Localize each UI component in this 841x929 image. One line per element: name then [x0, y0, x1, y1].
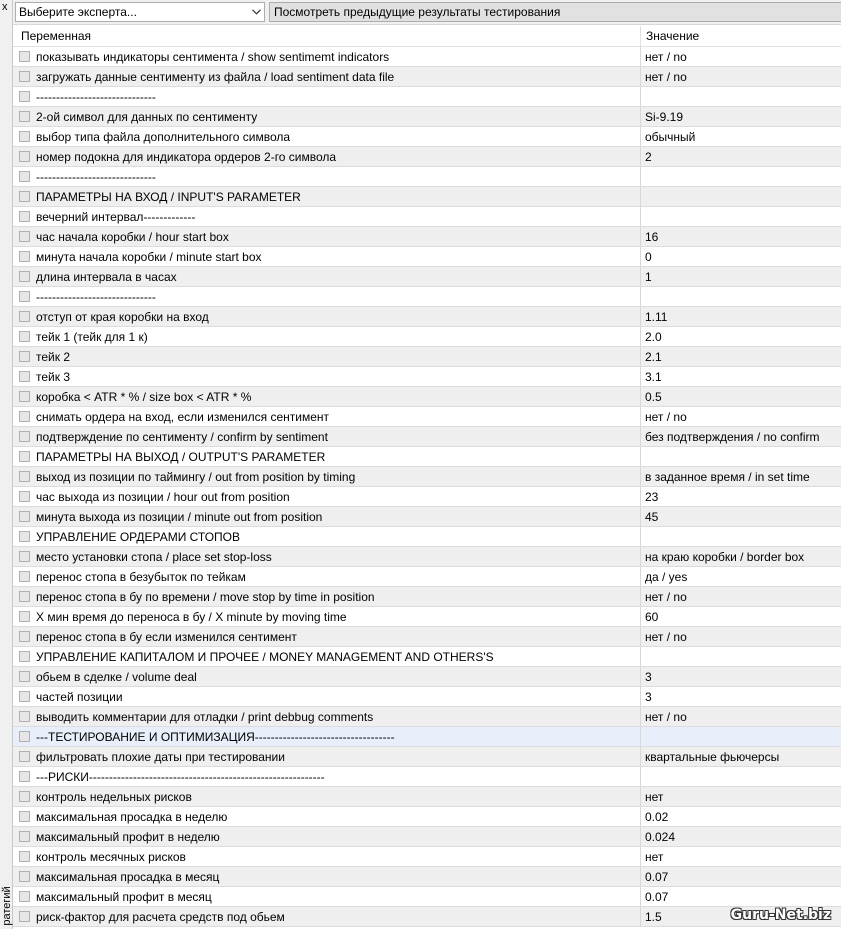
optimize-checkbox[interactable] — [19, 51, 30, 62]
variable-cell — [13, 467, 641, 486]
parameters-table — [13, 26, 841, 927]
optimize-checkbox[interactable] — [19, 611, 30, 622]
variable-name: тейк 3 — [36, 369, 70, 384]
variable-cell — [13, 267, 641, 286]
variable-name: 2-ой символ для данных по сентименту — [36, 109, 258, 124]
value-cell[interactable]: обычный — [645, 129, 696, 144]
value-cell[interactable] — [641, 207, 841, 226]
optimize-checkbox[interactable] — [19, 551, 30, 562]
variable-name: частей позиции — [36, 689, 123, 704]
expert-select-value: Выберите эксперта... — [19, 5, 137, 19]
expert-select[interactable] — [15, 2, 265, 22]
variable-name: УПРАВЛЕНИЕ КАПИТАЛОМ И ПРОЧЕЕ / MONEY MANAGEMENT AND OTHERS'S — [36, 649, 494, 664]
table-row[interactable] — [13, 327, 841, 347]
optimize-checkbox[interactable] — [19, 751, 30, 762]
table-row[interactable] — [13, 527, 841, 547]
optimize-checkbox[interactable] — [19, 231, 30, 242]
value-cell[interactable]: нет / no — [645, 589, 687, 604]
variable-cell — [13, 187, 641, 206]
table-row[interactable] — [13, 507, 841, 527]
optimize-checkbox[interactable] — [19, 571, 30, 582]
variable-cell — [13, 487, 641, 506]
optimize-checkbox[interactable] — [19, 651, 30, 662]
variable-name: отступ от края коробки на вход — [36, 309, 209, 324]
optimize-checkbox[interactable] — [19, 331, 30, 342]
value-cell[interactable]: 0.07 — [645, 889, 669, 904]
value-cell[interactable]: 3 — [645, 689, 652, 704]
value-cell[interactable] — [641, 287, 841, 306]
table-row[interactable] — [13, 567, 841, 587]
variable-cell — [13, 427, 641, 446]
value-cell[interactable]: на краю коробки / border box — [645, 549, 805, 564]
variable-cell — [13, 227, 641, 246]
table-row[interactable] — [13, 387, 841, 407]
table-row[interactable] — [13, 647, 841, 667]
variable-name: тейк 1 (тейк для 1 к) — [36, 329, 148, 344]
optimize-checkbox[interactable] — [19, 871, 30, 882]
variable-name: перенос стопа в бу по времени / move stop by time in position — [36, 589, 375, 604]
variable-name: ------------------------------ — [36, 89, 156, 104]
variable-cell — [13, 47, 641, 66]
table-row[interactable] — [13, 707, 841, 727]
variable-cell — [13, 67, 641, 86]
table-row[interactable] — [13, 167, 841, 187]
variable-cell — [13, 867, 641, 886]
value-cell[interactable]: 0.07 — [645, 869, 669, 884]
optimize-checkbox[interactable] — [19, 271, 30, 282]
variable-cell — [13, 687, 641, 706]
optimize-checkbox[interactable] — [19, 471, 30, 482]
variable-name: ПАРАМЕТРЫ НА ВЫХОД / OUTPUT'S PARAMETER — [36, 449, 326, 464]
variable-name: коробка < ATR * % / size box < ATR * % — [36, 389, 252, 404]
variable-cell — [13, 747, 641, 766]
variable-cell — [13, 367, 641, 386]
value-cell[interactable]: 0 — [645, 249, 652, 264]
variable-cell — [13, 347, 641, 366]
value-cell[interactable] — [641, 527, 841, 546]
variable-name: максимальная просадка в месяц — [36, 869, 220, 884]
value-cell[interactable]: 23 — [645, 489, 659, 504]
variable-cell — [13, 287, 641, 306]
optimize-checkbox[interactable] — [19, 831, 30, 842]
table-row[interactable] — [13, 127, 841, 147]
variable-cell — [13, 647, 641, 666]
table-row[interactable] — [13, 227, 841, 247]
value-cell[interactable]: 1 — [645, 269, 652, 284]
optimize-checkbox[interactable] — [19, 911, 30, 922]
variable-cell — [13, 767, 641, 786]
variable-cell — [13, 167, 641, 186]
optimize-checkbox[interactable] — [19, 891, 30, 902]
table-row[interactable] — [13, 447, 841, 467]
value-cell[interactable]: 1.11 — [645, 309, 668, 324]
table-row[interactable] — [13, 267, 841, 287]
optimize-checkbox[interactable] — [19, 311, 30, 322]
value-cell[interactable]: да / yes — [645, 569, 688, 584]
variable-name: ---ТЕСТИРОВАНИЕ И ОПТИМИЗАЦИЯ----------------------------------- — [36, 729, 395, 744]
table-row[interactable] — [13, 867, 841, 887]
value-cell[interactable]: 60 — [645, 609, 659, 624]
table-row[interactable] — [13, 147, 841, 167]
value-cell[interactable]: нет / no — [645, 709, 687, 724]
optimize-checkbox[interactable] — [19, 131, 30, 142]
table-row[interactable] — [13, 827, 841, 847]
variable-cell — [13, 787, 641, 806]
variable-cell — [13, 107, 641, 126]
column-header-value[interactable]: Значение — [646, 29, 700, 43]
variable-cell — [13, 307, 641, 326]
optimize-checkbox[interactable] — [19, 411, 30, 422]
variable-name: контроль месячных рисков — [36, 849, 186, 864]
optimize-checkbox[interactable] — [19, 591, 30, 602]
variable-name: выводить комментарии для отладки / print debbug comments — [36, 709, 374, 724]
optimize-checkbox[interactable] — [19, 431, 30, 442]
previous-results-button[interactable]: Посмотреть предыдущие результаты тестирования — [269, 2, 841, 22]
variable-name: ПАРАМЕТРЫ НА ВХОД / INPUT'S PARAMETER — [36, 189, 301, 204]
variable-name: максимальная просадка в неделю — [36, 809, 228, 824]
optimize-checkbox[interactable] — [19, 791, 30, 802]
value-cell[interactable]: 2 — [645, 149, 652, 164]
value-cell[interactable]: 2.0 — [645, 329, 662, 344]
optimize-checkbox[interactable] — [19, 351, 30, 362]
optimize-checkbox[interactable] — [19, 291, 30, 302]
optimize-checkbox[interactable] — [19, 391, 30, 402]
value-cell[interactable] — [641, 187, 841, 206]
table-row[interactable] — [13, 727, 841, 747]
table-row[interactable] — [13, 667, 841, 687]
variable-name: длина интервала в часах — [36, 269, 177, 284]
table-row[interactable] — [13, 887, 841, 907]
variable-name: ---РИСКИ----------------------------------------------------------- — [36, 769, 325, 784]
table-header — [13, 26, 841, 47]
value-cell[interactable]: 0.02 — [645, 809, 669, 824]
value-cell[interactable]: 3 — [645, 669, 652, 684]
table-row[interactable] — [13, 347, 841, 367]
variable-name: перенос стопа в бу если изменился сентимент — [36, 629, 297, 644]
variable-name: ------------------------------ — [36, 289, 156, 304]
value-cell[interactable] — [641, 767, 841, 786]
table-row[interactable] — [13, 607, 841, 627]
variable-name: минута выхода из позиции / minute out from position — [36, 509, 323, 524]
value-cell[interactable]: в заданное время / in set time — [645, 469, 810, 484]
value-cell[interactable]: 16 — [645, 229, 659, 244]
table-row[interactable] — [13, 627, 841, 647]
optimize-checkbox[interactable] — [19, 771, 30, 782]
variable-cell — [13, 587, 641, 606]
value-cell[interactable]: 45 — [645, 509, 659, 524]
watermark: Guru-Net.biz — [730, 907, 831, 923]
value-cell[interactable]: нет / no — [645, 409, 687, 424]
variable-name: показывать индикаторы сентимента / show sentimemt indicators — [36, 49, 390, 64]
optimize-checkbox[interactable] — [19, 91, 30, 102]
variable-name: вечерний интервал------------- — [36, 209, 196, 224]
value-cell[interactable]: нет / no — [645, 69, 687, 84]
optimize-checkbox[interactable] — [19, 851, 30, 862]
value-cell[interactable]: нет / no — [645, 629, 687, 644]
variable-name: обьем в сделке / volume deal — [36, 669, 197, 684]
table-row[interactable] — [13, 807, 841, 827]
value-cell[interactable]: квартальные фьючерсы — [645, 749, 780, 764]
optimize-checkbox[interactable] — [19, 711, 30, 722]
optimize-checkbox[interactable] — [19, 531, 30, 542]
variable-cell — [13, 447, 641, 466]
value-cell[interactable] — [641, 167, 841, 186]
variable-name: максимальный профит в неделю — [36, 829, 220, 844]
table-row[interactable] — [13, 47, 841, 67]
optimize-checkbox[interactable] — [19, 371, 30, 382]
variable-name: загружать данные сентименту из файла / load sentiment data file — [36, 69, 395, 84]
variable-name: фильтровать плохие даты при тестировании — [36, 749, 285, 764]
optimize-checkbox[interactable] — [19, 631, 30, 642]
table-row[interactable] — [13, 547, 841, 567]
variable-name: выбор типа файла дополнительного символа — [36, 129, 291, 144]
variable-name: ------------------------------ — [36, 169, 156, 184]
table-row[interactable] — [13, 207, 841, 227]
value-cell[interactable]: 0.5 — [645, 389, 662, 404]
table-row[interactable] — [13, 367, 841, 387]
variable-name: максимальный профит в месяц — [36, 889, 212, 904]
value-cell[interactable] — [641, 727, 841, 746]
table-row[interactable] — [13, 907, 841, 927]
table-row[interactable] — [13, 787, 841, 807]
variable-cell — [13, 607, 641, 626]
variable-name: час выхода из позиции / hour out from position — [36, 489, 290, 504]
value-cell[interactable] — [641, 447, 841, 466]
optimize-checkbox[interactable] — [19, 451, 30, 462]
optimize-checkbox[interactable] — [19, 491, 30, 502]
table-row[interactable] — [13, 587, 841, 607]
value-cell[interactable]: 1.5 — [645, 909, 662, 924]
value-cell[interactable] — [641, 87, 841, 106]
value-cell[interactable]: без подтверждения / no confirm — [645, 429, 820, 444]
variable-cell — [13, 727, 641, 746]
close-icon[interactable]: x — [2, 1, 8, 13]
variable-name: X мин время до переноса в бу / X minute by moving time — [36, 609, 347, 624]
table-row[interactable] — [13, 247, 841, 267]
variable-name: номер подокна для индикатора ордеров 2-го символа — [36, 149, 337, 164]
variable-cell — [13, 327, 641, 346]
variable-cell — [13, 907, 641, 926]
value-cell[interactable] — [641, 647, 841, 666]
value-cell[interactable]: 3.1 — [645, 369, 662, 384]
variable-cell — [13, 847, 641, 866]
variable-cell — [13, 247, 641, 266]
toolbar — [13, 0, 841, 25]
variable-name: минута начала коробки / minute start box — [36, 249, 262, 264]
variable-name: место установки стопа / place set stop-loss — [36, 549, 272, 564]
variable-cell — [13, 207, 641, 226]
value-cell[interactable]: 0.024 — [645, 829, 676, 844]
table-row[interactable] — [13, 87, 841, 107]
variable-cell — [13, 87, 641, 106]
optimize-checkbox[interactable] — [19, 731, 30, 742]
table-row[interactable] — [13, 427, 841, 447]
table-row[interactable] — [13, 407, 841, 427]
variable-cell — [13, 527, 641, 546]
table-body — [13, 47, 841, 927]
variable-name: перенос стопа в безубыток по тейкам — [36, 569, 246, 584]
value-cell[interactable]: нет — [645, 789, 664, 804]
variable-cell — [13, 567, 641, 586]
variable-cell — [13, 667, 641, 686]
table-row[interactable] — [13, 67, 841, 87]
optimize-checkbox[interactable] — [19, 511, 30, 522]
table-row[interactable] — [13, 467, 841, 487]
value-cell[interactable]: Si-9.19 — [645, 109, 684, 124]
optimize-checkbox[interactable] — [19, 171, 30, 182]
variable-cell — [13, 807, 641, 826]
optimize-checkbox[interactable] — [19, 111, 30, 122]
variable-cell — [13, 827, 641, 846]
optimize-checkbox[interactable] — [19, 811, 30, 822]
table-row[interactable] — [13, 487, 841, 507]
table-row[interactable] — [13, 107, 841, 127]
optimize-checkbox[interactable] — [19, 251, 30, 262]
table-row[interactable] — [13, 187, 841, 207]
left-panel-strip — [0, 0, 13, 929]
variable-cell — [13, 707, 641, 726]
optimize-checkbox[interactable] — [19, 211, 30, 222]
optimize-checkbox[interactable] — [19, 671, 30, 682]
variable-cell — [13, 127, 641, 146]
optimize-checkbox[interactable] — [19, 71, 30, 82]
variable-cell — [13, 627, 641, 646]
table-row[interactable] — [13, 847, 841, 867]
variable-cell — [13, 887, 641, 906]
table-row[interactable] — [13, 747, 841, 767]
value-cell[interactable]: нет / no — [645, 49, 687, 64]
optimize-checkbox[interactable] — [19, 691, 30, 702]
variable-name: выход из позиции по таймингу / out from position by timing — [36, 469, 356, 484]
variable-name: контроль недельных рисков — [36, 789, 192, 804]
value-cell[interactable]: нет — [645, 849, 664, 864]
variable-cell — [13, 387, 641, 406]
column-header-variable[interactable]: Переменная — [13, 26, 641, 46]
optimize-checkbox[interactable] — [19, 151, 30, 162]
variable-cell — [13, 147, 641, 166]
variable-name: риск-фактор для расчета средств под обьем — [36, 909, 285, 924]
variable-cell — [13, 407, 641, 426]
optimize-checkbox[interactable] — [19, 191, 30, 202]
chevron-down-icon[interactable] — [248, 3, 264, 21]
variable-name: снимать ордера на вход, если изменился сентимент — [36, 409, 330, 424]
variable-name: УПРАВЛЕНИЕ ОРДЕРАМИ СТОПОВ — [36, 529, 241, 544]
table-row[interactable] — [13, 767, 841, 787]
variable-name: час начала коробки / hour start box — [36, 229, 229, 244]
side-panel-label: ратегий — [1, 886, 13, 926]
variable-name: тейк 2 — [36, 349, 70, 364]
table-row[interactable] — [13, 287, 841, 307]
value-cell[interactable]: 2.1 — [645, 349, 662, 364]
variable-cell — [13, 507, 641, 526]
variable-name: подтверждение по сентименту / confirm by sentiment — [36, 429, 328, 444]
table-row[interactable] — [13, 307, 841, 327]
variable-cell — [13, 547, 641, 566]
table-row[interactable] — [13, 687, 841, 707]
